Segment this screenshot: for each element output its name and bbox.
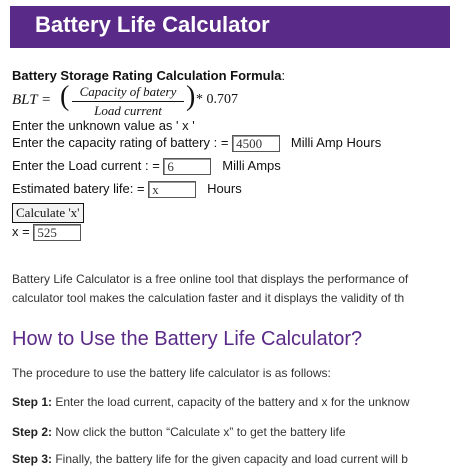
- page-title: Battery Life Calculator: [35, 12, 270, 37]
- life-unit: Hours: [207, 181, 242, 196]
- life-label: Estimated batery life: =: [12, 181, 145, 196]
- formula-heading-row: [12, 68, 285, 83]
- load-input[interactable]: 6: [163, 158, 211, 175]
- capacity-input[interactable]: 4500: [232, 135, 280, 152]
- capacity-label: Enter the capacity rating of battery : =: [12, 135, 229, 150]
- intro-paragraph: [12, 270, 450, 308]
- step-1-text: Enter the load current, capacity of the battery and x for the unknow: [52, 395, 410, 409]
- step-1: [12, 395, 450, 409]
- formula-fraction: [72, 84, 184, 119]
- formula-numerator: Capacity of batery: [72, 84, 184, 102]
- intro-line-2: calculator tool makes the calculation faster and it displays the validity of th: [12, 291, 405, 305]
- step-2: [12, 425, 450, 439]
- life-row: [12, 181, 242, 198]
- step-2-text: Now click the button “Calculate x” to get the battery life: [52, 425, 346, 439]
- calculate-button[interactable]: Calculate 'x': [12, 203, 84, 223]
- load-unit: Milli Amps: [222, 158, 281, 173]
- step-3-label: Step 3:: [12, 452, 53, 466]
- result-row: [12, 224, 81, 241]
- formula-left-paren: (: [60, 81, 70, 112]
- result-output: 525: [33, 224, 81, 241]
- formula-heading: Battery Storage Rating Calculation Formula: [12, 68, 282, 83]
- step-1-label: Step 1:: [12, 395, 53, 409]
- formula-heading-colon: :: [281, 68, 286, 83]
- formula-right-paren: ): [186, 81, 196, 112]
- formula-lhs: BLT =: [12, 92, 52, 108]
- life-input[interactable]: x: [148, 181, 196, 198]
- load-row: [12, 158, 281, 175]
- page-header: [10, 6, 450, 48]
- capacity-unit: Milli Amp Hours: [290, 135, 382, 150]
- procedure-text: The procedure to use the battery life calculator is as follows:: [12, 366, 331, 380]
- formula-denominator: Load current: [94, 103, 162, 118]
- formula-multiplier: * 0.707: [196, 92, 238, 107]
- load-label: Enter the Load current : =: [12, 158, 160, 173]
- step-3-text: Finally, the battery life for the given capacity and load current will b: [52, 452, 408, 466]
- step-2-label: Step 2:: [12, 425, 53, 439]
- step-3: [12, 452, 450, 466]
- howto-heading: How to Use the Battery Life Calculator?: [12, 328, 363, 350]
- result-label: x =: [12, 224, 30, 239]
- unknown-hint: Enter the unknown value as ' x ': [12, 118, 195, 133]
- capacity-row: [12, 135, 381, 152]
- intro-line-1: Battery Life Calculator is a free online tool that displays the performance of: [12, 272, 409, 286]
- header-corner: [442, 6, 450, 14]
